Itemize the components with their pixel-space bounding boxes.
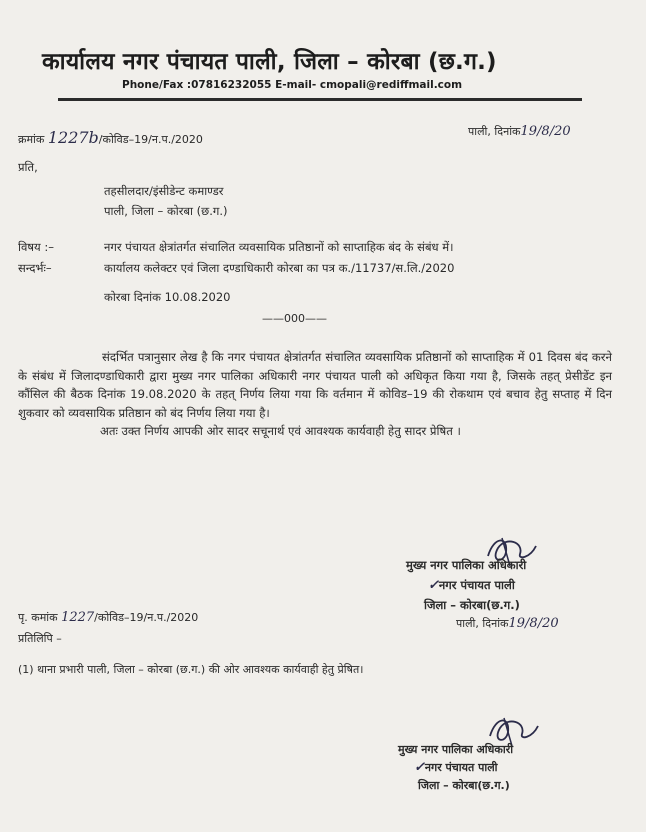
addressee-prati: प्रति,: [18, 160, 38, 174]
endorsement-number-handwritten: 1227: [61, 610, 95, 625]
signature1-office-text: नगर पंचायत पाली: [438, 578, 515, 592]
separator: ——000——: [262, 312, 327, 325]
body-text: [18, 348, 612, 441]
signature2-office: [414, 760, 498, 775]
signature2-office-text: नगर पंचायत पाली: [424, 761, 498, 774]
endorsement-place-date-label: पाली, दिनांक: [456, 617, 509, 630]
signature2-tick-icon: ✓: [414, 760, 425, 775]
ref-place-date-label: पाली, दिनांक: [468, 125, 521, 138]
subject-text: नगर पंचायत क्षेत्रांतर्गत संचालित व्यवसायिक प्रतिष्ठानों को साप्ताहिक बंद के संबंध में।: [104, 240, 454, 254]
letterhead-contact: Phone/Fax :07816232055 E-mail- cmopali@rediffmail.com: [122, 79, 463, 91]
ref-label: क्रमांक: [18, 133, 45, 146]
endorsement-place-date: [456, 616, 559, 631]
copy-item-1: (1) थाना प्रभारी पाली, जिला – कोरबा (छ.ग.) की ओर आवश्यक कार्यवाही हेतु प्रेषित।: [18, 663, 364, 676]
signature1-office: [428, 578, 515, 593]
addressee-line2: पाली, जिला – कोरबा (छ.ग.): [104, 204, 228, 218]
signature1-designation: मुख्य नगर पालिका अधिकारी: [406, 558, 527, 572]
reference-line1: कार्यालय कलेक्टर एवं जिला दण्डाधिकारी कोरबा का पत्र क./11737/स.लि./2020: [104, 261, 455, 275]
header-rule: [58, 98, 582, 101]
body-paragraph-2: अतः उक्त निर्णय आपकी ओर सादर सचूनार्थ एवं आवश्यक कार्यवाही हेतु सादर प्रेषित ।: [100, 424, 461, 439]
endorsement-date-handwritten: 19/8/20: [508, 616, 559, 631]
subject-label: विषय :–: [18, 240, 54, 254]
addressee-line1: तहसीलदार/इंसीडेन्ट कमाण्डर: [104, 184, 224, 198]
ref-suffix: /कोविड–19/न.प./2020: [98, 133, 203, 146]
ref-date-handwritten: 19/8/20: [520, 124, 571, 139]
endorsement-label: पृ. कमांक: [18, 611, 58, 624]
copy-label: प्रतिलिपि –: [18, 632, 62, 645]
endorsement-ref-line: [18, 610, 198, 625]
letterhead-title: कार्यालय नगर पंचायत पाली, जिला – कोरबा (छ.ग.): [42, 49, 497, 75]
reference-label: सन्दर्भः–: [18, 261, 52, 275]
ref-place-date: [468, 124, 571, 139]
reference-line2: कोरबा दिनांक 10.08.2020: [104, 290, 231, 304]
signature2-designation: मुख्य नगर पालिका अधिकारी: [398, 743, 514, 756]
signature2-district: जिला – कोरबा(छ.ग.): [418, 779, 510, 792]
signature1-tick-icon: ✓: [428, 578, 439, 593]
endorsement-suffix: /कोविड–19/न.प./2020: [94, 611, 199, 624]
ref-number-handwritten: 1227b: [47, 128, 99, 147]
body-paragraph-1: संदर्भित पत्रानुसार लेख है कि नगर पंचायत क्षेत्रांतर्गत संचालित व्यवसायिक प्रतिष्ठानों को साप्ताहिक में 01 दिवस बंद करने के संबंध में जिलादण्डाधिकारी द्वारा मुख्य नगर पालिका अधिकारी नगर पंचायत पाली को अधिकृत किया गया है, जिसके तहत् प्रेसीडेंट इन कौंसिल की बैठक दिनांक 19.08.2020 के तहत् निर्णय लिया गया कि वर्तमान में कोविड–19 की रोकथाम एवं बचाव हेतु सप्ताह में दिन शुकवार को व्यवसायिक प्रतिष्ठान को बंद निर्णय लिया गया है।: [18, 350, 612, 420]
ref-line: [18, 128, 203, 147]
signature1-district: जिला – कोरबा(छ.ग.): [424, 598, 520, 612]
